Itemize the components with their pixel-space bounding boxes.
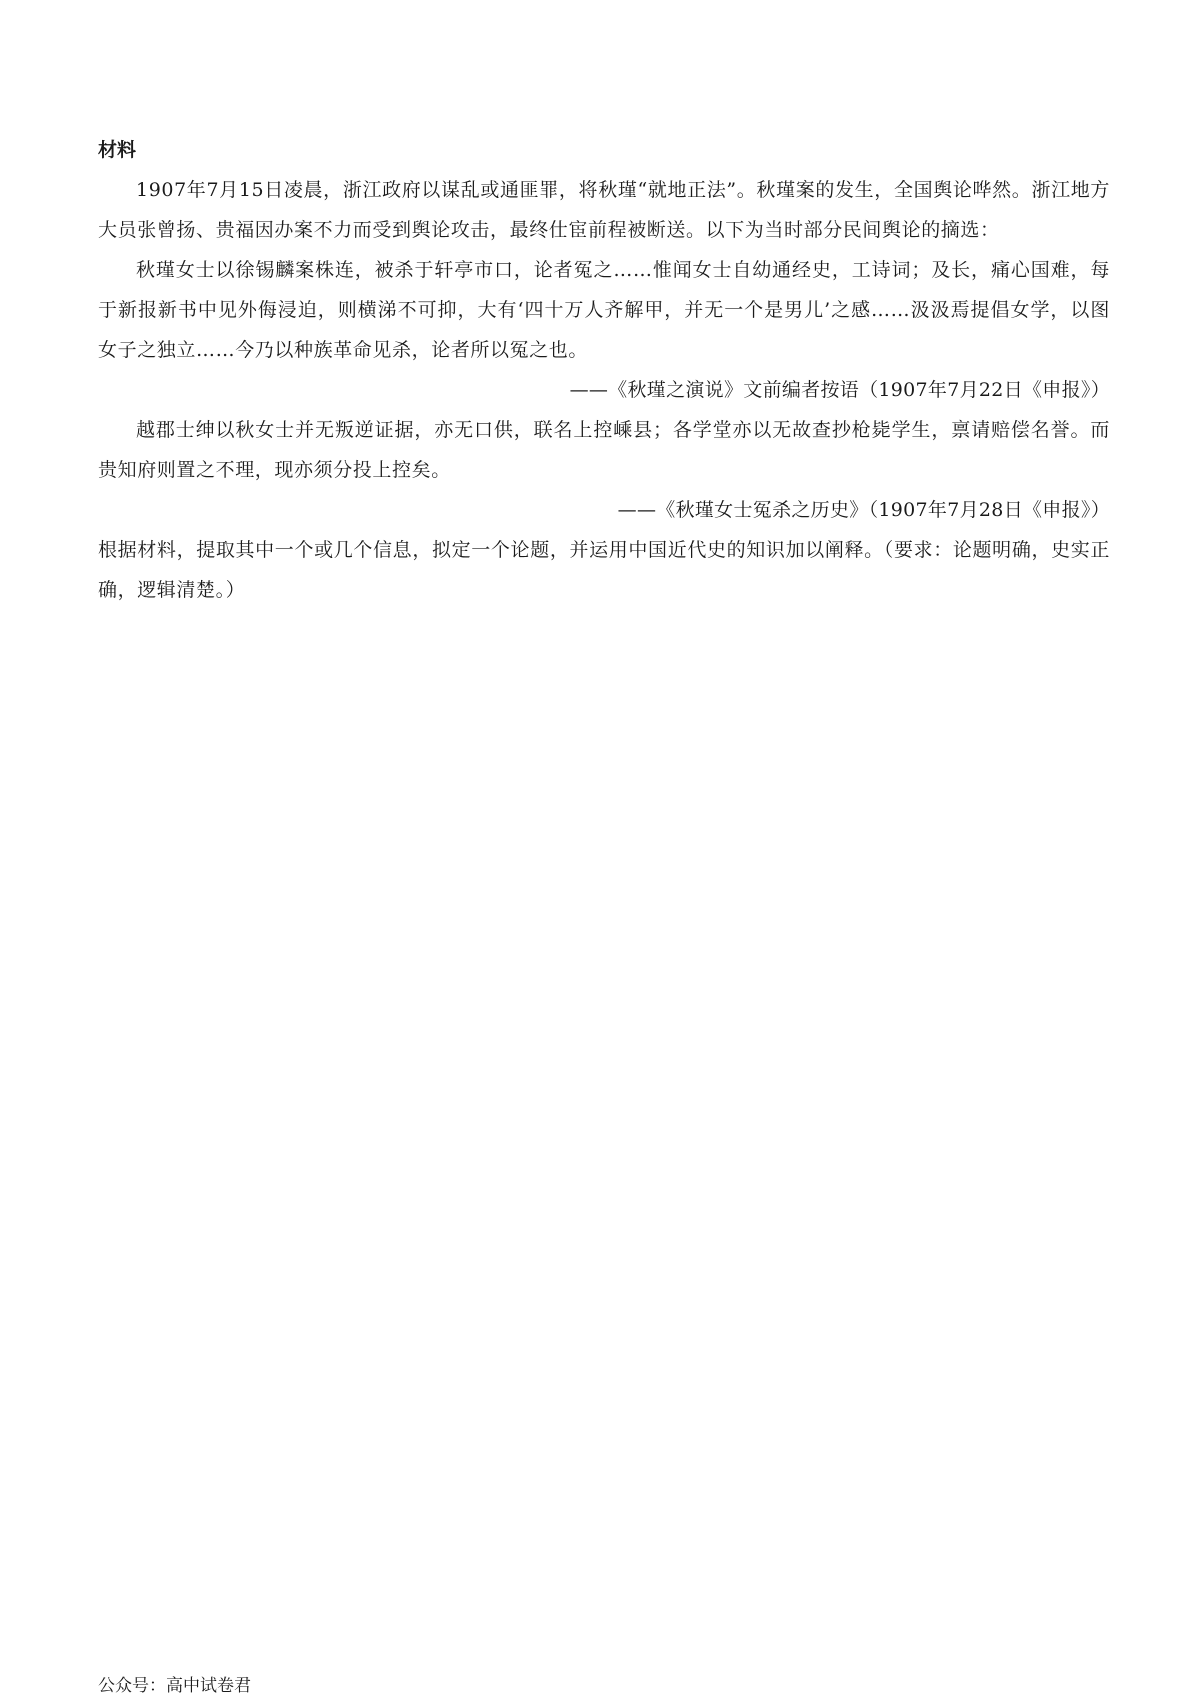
excerpt-source-1: ——《秋瑾之演说》文前编者按语（1907年7月22日《申报》） bbox=[569, 379, 1110, 401]
excerpt-paragraph-1: 秋瑾女士以徐锡麟案株连，被杀于轩亭市口，论者冤之……惟闻女士自幼通经史，工诗词；及长，痛心国难，每于新报新书中见外侮浸迫，则横涕不可抑，大有‘四十万人齐解甲，并无一个是男儿’之感……汲汲焉提倡女学，以图女子之独立……今乃以种族革命见杀，论者所以冤之也。 bbox=[98, 259, 1110, 361]
material-heading: 材料 bbox=[98, 139, 137, 161]
excerpt-paragraph-2: 越郡士绅以秋女士并无叛逆证据，亦无口供，联名上控嵊县；各学堂亦以无故查抄枪毙学生，禀请赔偿名誉。而贵知府则置之不理，现亦须分投上控矣。 bbox=[98, 419, 1110, 481]
document-body bbox=[98, 130, 1110, 610]
material-intro-paragraph: 1907年7月15日凌晨，浙江政府以谋乱或通匪罪，将秋瑾“就地正法”。秋瑾案的发生，全国舆论哗然。浙江地方大员张曾扬、贵福因办案不力而受到舆论攻击，最终仕宦前程被断送。以下为当时部分民间舆论的摘选： bbox=[98, 179, 1110, 241]
excerpt-source-2: ——《秋瑾女士冤杀之历史》（1907年7月28日《申报》） bbox=[617, 499, 1110, 521]
footer-watermark-text: 公众号：高中试卷君 bbox=[98, 1676, 251, 1696]
question-paragraph: 根据材料，提取其中一个或几个信息，拟定一个论题，并运用中国近代史的知识加以阐释。（要求：论题明确，史实正确，逻辑清楚。） bbox=[98, 539, 1110, 601]
